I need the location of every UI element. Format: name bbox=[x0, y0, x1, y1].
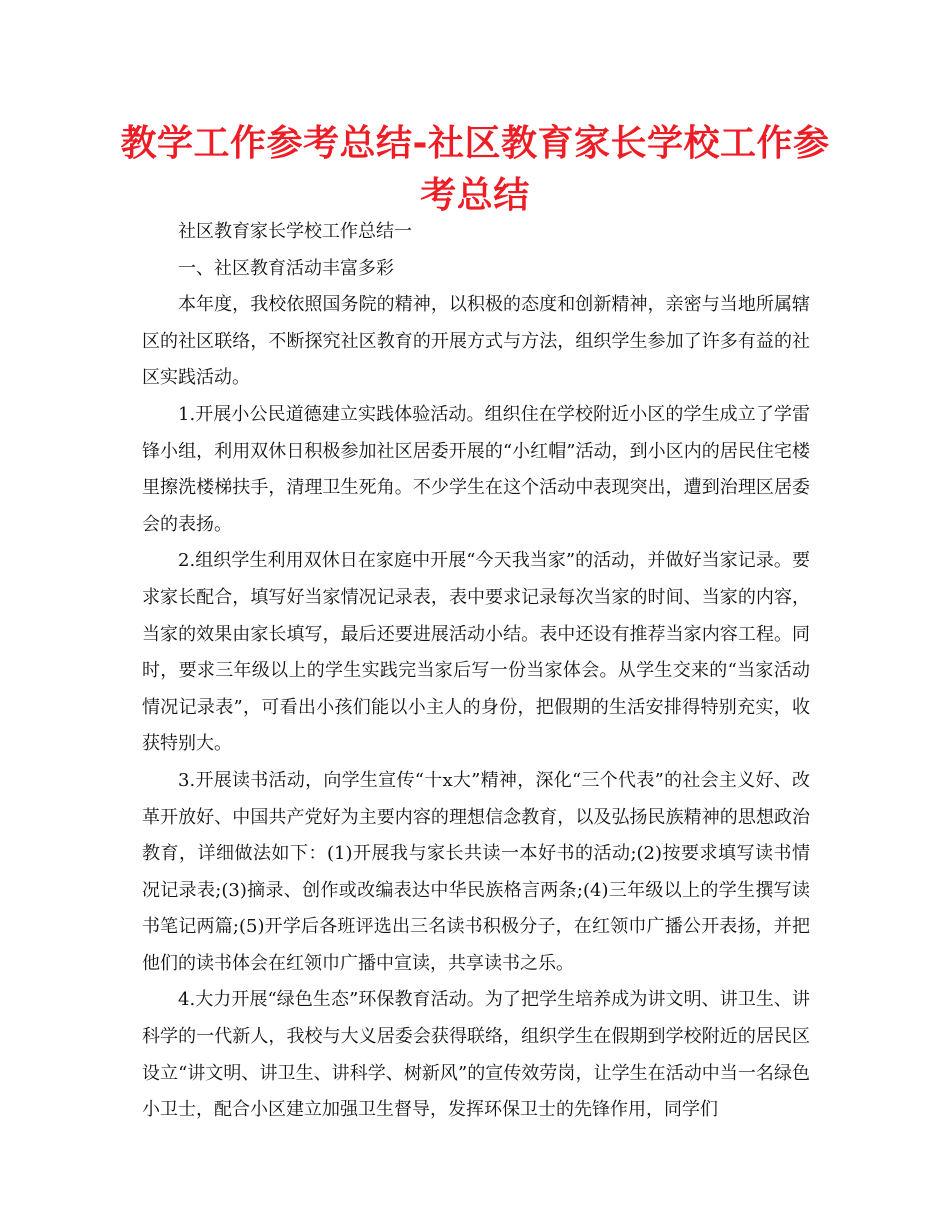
paragraph-intro: 本年度，我校依照国务院的精神，以积极的态度和创新精神，亲密与当地所属辖区的社区联络，不断探究社区教育的开展方式与方法，组织学生参加了许多有益的社区实践活动。 bbox=[142, 294, 810, 389]
document-body bbox=[142, 214, 810, 1129]
paragraph-item-3: 3.开展读书活动，向学生宣传“十x大”精神，深化“三个代表”的社会主义好、改革开放好、中国共产党好为主要内容的理想信念教育，以及弘扬民族精神的思想政治教育，详细做法如下：(1)开展我与家长共读一本好书的活动;(2)按要求填写读书情况记录表;(3)摘录、创作或改编表达中华民族格言两条;(4)三年级以上的学生撰写读书笔记两篇;(5)开学后各班评选出三名读书积极分子，在红领巾广播公开表扬，并把他们的读书体会在红领巾广播中宣读，共享读书之乐。 bbox=[142, 769, 810, 974]
subsection-heading: 一、社区教育活动丰富多彩 bbox=[178, 257, 394, 279]
paragraph-item-4: 4.大力开展“绿色生态”环保教育活动。为了把学生培养成为讲文明、讲卫生、讲科学的一代新人，我校与大义居委会获得联络，组织学生在假期到学校附近的居民区设立“讲文明、讲卫生、讲科学、树新风”的宣传效劳岗，让学生在活动中当一名绿色小卫士，配合小区建立加强卫生督导，发挥环保卫士的先锋作用，同学们 bbox=[142, 989, 810, 1121]
document-title: 教学工作参考总结-社区教育家长学校工作参考总结 bbox=[120, 123, 830, 216]
paragraph-item-1: 1.开展小公民道德建立实践体验活动。组织住在学校附近小区的学生成立了学雷锋小组，利用双休日积极参加社区居委开展的“小红帽”活动，到小区内的居民住宅楼里擦洗楼梯扶手，清理卫生死角。不少学生在这个活动中表现突出，遭到治理区居委会的表扬。 bbox=[142, 403, 810, 535]
paragraph-item-2: 2.组织学生利用双休日在家庭中开展“今天我当家”的活动，并做好当家记录。要求家长配合，填写好当家情况记录表，表中要求记录每次当家的时间、当家的内容，当家的效果由家长填写，最后还要进展活动小结。表中还设有推荐当家内容工程。同时，要求三年级以上的学生实践完当家后写一份当家体会。从学生交来的“当家活动情况记录表”，可看出小孩们能以小主人的身份，把假期的生活安排得特别充实，收获特别大。 bbox=[142, 550, 810, 755]
section-heading: 社区教育家长学校工作总结一 bbox=[178, 221, 412, 242]
